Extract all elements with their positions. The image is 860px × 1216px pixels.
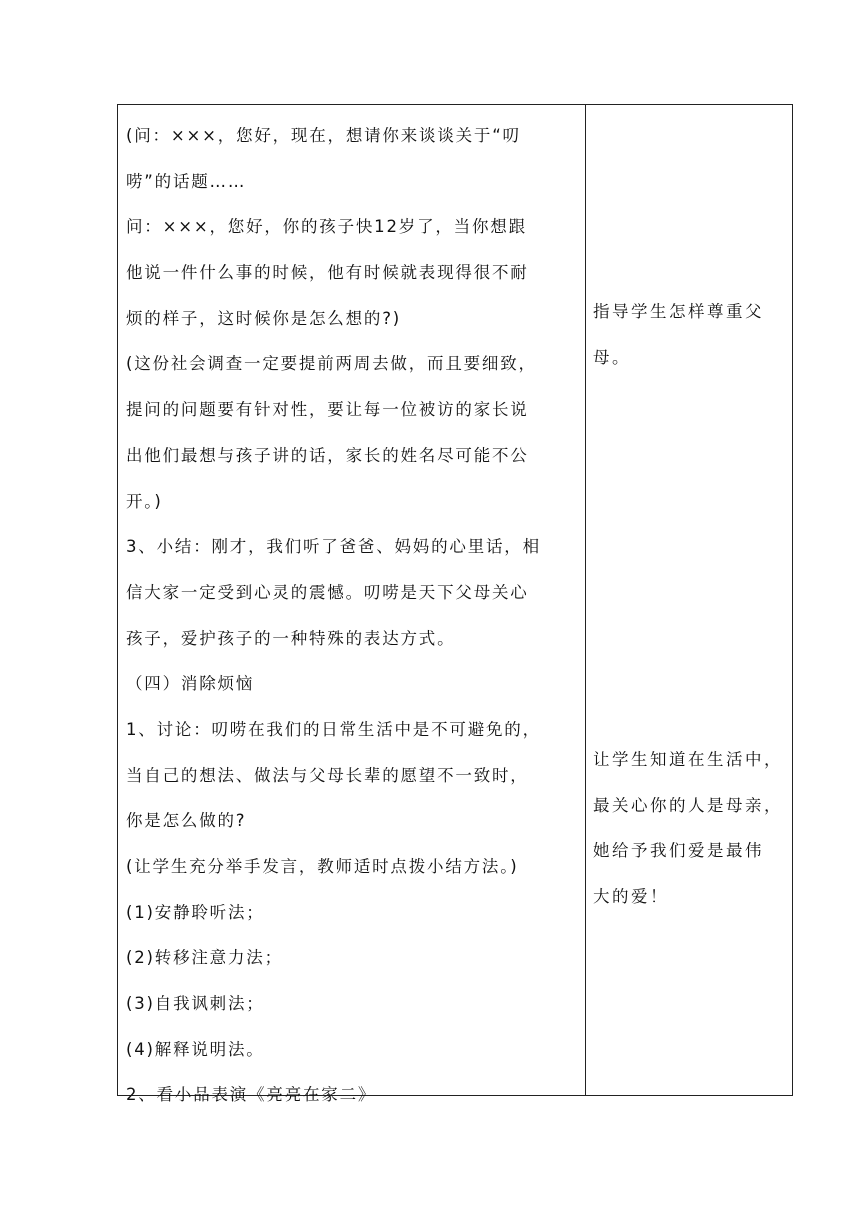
note-line: 她给予我们爱是最伟 (593, 841, 764, 861)
method-item: (3)自我讽刺法； (126, 994, 265, 1014)
text-line: 你是怎么做的? (126, 811, 247, 831)
column-divider (585, 105, 586, 1095)
text-line: 问：×××，您好，你的孩子快12岁了，当你想跟 (126, 217, 527, 237)
note-line: 大的爱！ (593, 887, 669, 907)
text-line: 他说一件什么事的时候，他有时候就表现得很不耐 (126, 263, 529, 283)
method-item: (2)转移注意力法； (126, 948, 283, 968)
text-line: 3、小结：刚才，我们听了爸爸、妈妈的心里话，相 (126, 537, 541, 557)
text-line: 当自己的想法、做法与父母长辈的愿望不一致时， (126, 765, 529, 785)
section-heading: （四）消除烦恼 (126, 674, 255, 694)
design-note-respect (593, 289, 789, 380)
note-line: 指导学生怎样尊重父 (593, 302, 764, 321)
text-line: (这份社会调查一定要提前两周去做，而且要细致， (126, 354, 537, 374)
text-line: (问：×××，您好，现在，想请你来谈谈关于“叨 (126, 126, 521, 145)
lesson-plan-table (117, 104, 793, 1105)
text-line: 信大家一定受到心灵的震憾。叨唠是天下父母关心 (126, 582, 529, 602)
note-line: 最关心你的人是母亲， (593, 795, 783, 815)
design-note-mother (593, 737, 789, 920)
teaching-process-column (126, 113, 578, 1118)
method-item: (4)解释说明法。 (126, 1039, 265, 1059)
text-line: 唠”的话题…… (126, 171, 247, 191)
text-line: 烦的样子，这时候你是怎么想的?) (126, 308, 401, 328)
text-line: 2、看小品表演《亮亮在家二》 (126, 1085, 377, 1105)
text-line: 孩子，爱护孩子的一种特殊的表达方式。 (126, 628, 456, 648)
note-line: 母。 (593, 347, 631, 367)
method-item: (1)安静聆听法； (126, 902, 265, 922)
note-line: 让学生知道在生活中， (593, 750, 783, 769)
text-line: 出他们最想与孩子讲的话，家长的姓名尽可能不公 (126, 445, 529, 465)
text-line: 提问的问题要有针对性，要让每一位被访的家长说 (126, 400, 529, 420)
text-line: 开。) (126, 491, 163, 511)
text-line: (让学生充分举手发言，教师适时点拨小结方法。) (126, 857, 519, 876)
text-line: 1、讨论：叨唠在我们的日常生活中是不可避免的， (126, 719, 541, 739)
